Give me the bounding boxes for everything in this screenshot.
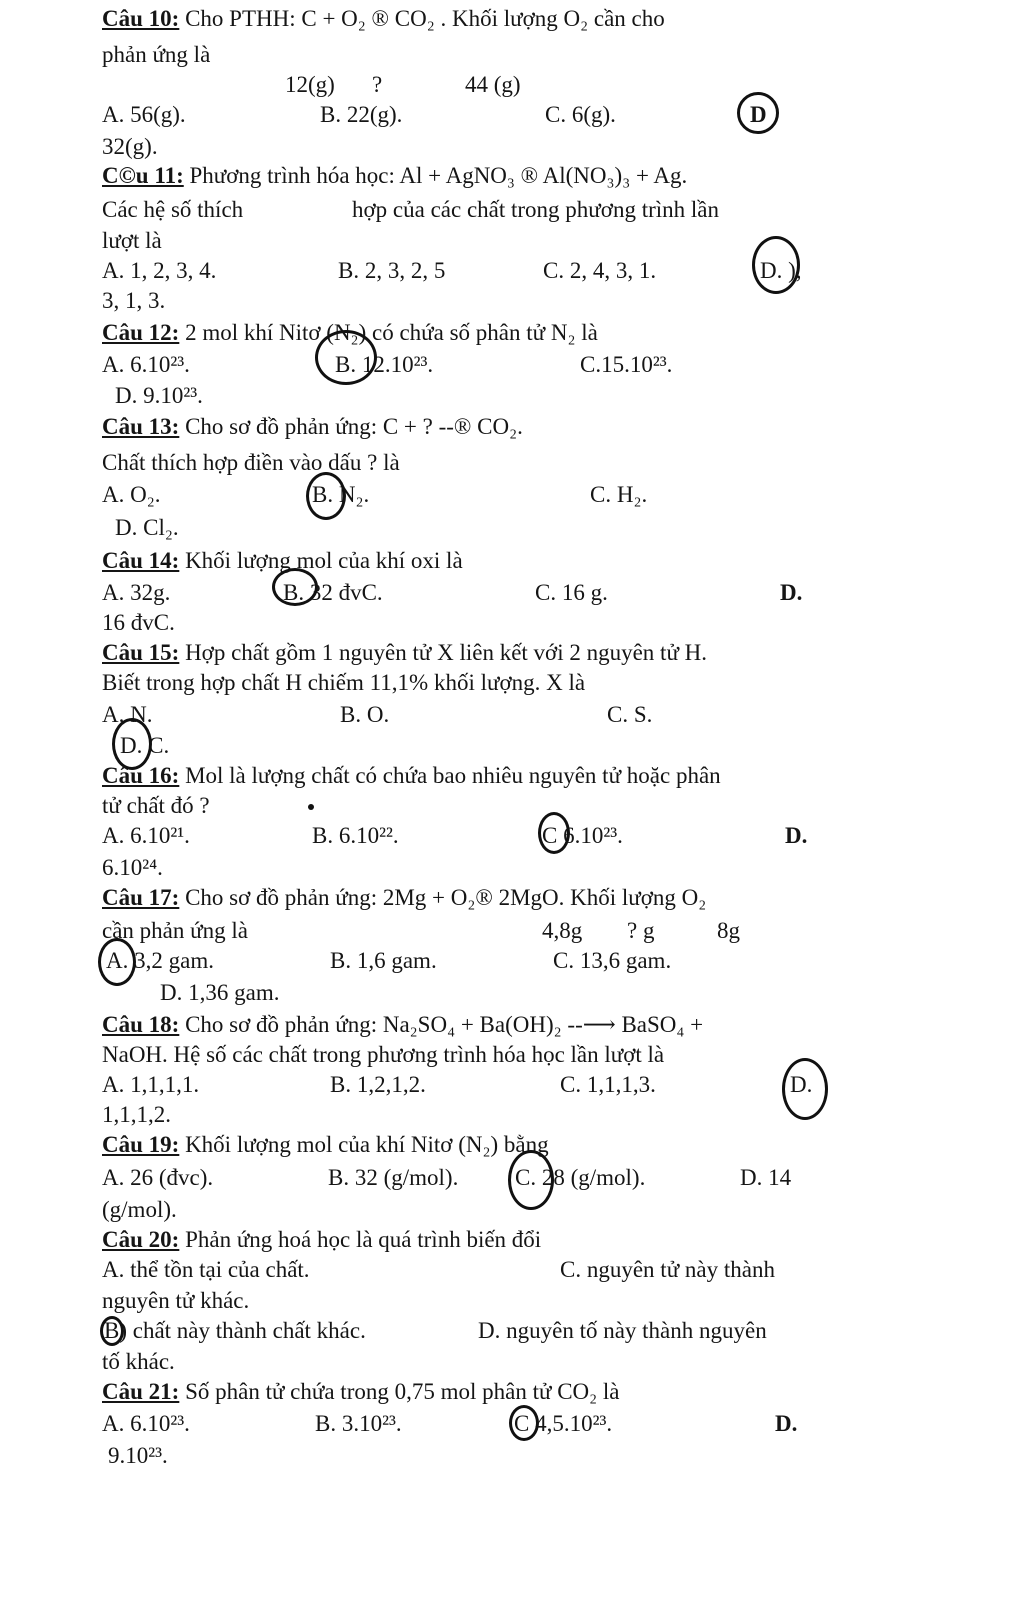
q15-option-d[interactable]: D. C. [120, 733, 170, 758]
q15-option-a[interactable]: A. N. [102, 702, 153, 727]
q18-option-d-cont: 1,1,1,2. [102, 1102, 171, 1127]
answer-circle-q12-b [315, 330, 377, 385]
q10-stem-cont: phản ứng là [102, 42, 211, 67]
q11-stem-cont-c: lượt là [102, 228, 162, 253]
q11-label: C©u 11: [102, 163, 184, 188]
q17-text: Cho sơ đồ phản ứng: 2Mg + O₂® 2MgO. Khối lượng O₂ [185, 885, 707, 910]
q13-text: Cho sơ đồ phản ứng: C + ? --® CO₂. [185, 414, 523, 439]
q10-text: Cho PTHH: C + O₂ ® CO₂ . Khối lượng O₂ cần cho [185, 6, 665, 31]
q21-option-d-cont: 9.10²³. [108, 1443, 168, 1468]
q17-stem-cont: cần phản ứng là [102, 918, 248, 943]
q14-option-c[interactable]: C. 16 g. [535, 580, 608, 605]
q21-option-c[interactable]: C 4,5.10²³. [514, 1411, 613, 1436]
q10-option-d-cont: 32(g). [102, 134, 158, 159]
q21-label: Câu 21: [102, 1379, 180, 1404]
q14-option-d-cont: 16 đvC. [102, 610, 175, 635]
q19-option-a[interactable]: A. 26 (đvc). [102, 1165, 214, 1190]
q19-text: Khối lượng mol của khí Nitơ (N₂) bằng [185, 1132, 549, 1157]
q19-option-d-cont: (g/mol). [102, 1197, 177, 1222]
q21-stem [102, 1379, 620, 1404]
q11-stem [102, 163, 687, 188]
q18-option-b[interactable]: B. 1,2,1,2. [330, 1072, 426, 1097]
q10-option-a[interactable]: A. 56(g). [102, 102, 186, 127]
q13-option-a[interactable]: A. O₂. [102, 482, 161, 507]
q17-option-c[interactable]: C. 13,6 gam. [553, 948, 672, 973]
answer-circle-q20-b [100, 1316, 124, 1346]
q16-option-d[interactable]: D. [785, 823, 808, 848]
answer-circle-q13-b [306, 472, 346, 520]
q18-stem [102, 1012, 703, 1037]
q17-label: Câu 17: [102, 885, 180, 910]
q17-option-b[interactable]: B. 1,6 gam. [330, 948, 437, 973]
q10-mass-c: 12(g) [285, 72, 335, 97]
q20-option-d[interactable]: D. nguyên tố này thành nguyên [478, 1318, 767, 1343]
q13-option-d[interactable]: D. Cl₂. [115, 515, 179, 540]
q12-option-b[interactable]: B. 12.10²³. [335, 352, 434, 377]
q13-option-b[interactable]: B. N₂. [312, 482, 370, 507]
q13-stem-cont: Chất thích hợp điền vào dấu ? là [102, 450, 400, 475]
q11-option-d-cont: 3, 1, 3. [102, 288, 166, 313]
q17-mass-o2: ? g [627, 918, 655, 943]
q20-label: Câu 20: [102, 1227, 180, 1252]
q18-text: Cho sơ đồ phản ứng: Na₂SO₄ + Ba(OH)₂ --⟶ BaSO₄ + [185, 1012, 704, 1037]
q17-option-d[interactable]: D. 1,36 gam. [160, 980, 280, 1005]
q16-label: Câu 16: [102, 763, 180, 788]
q15-label: Câu 15: [102, 640, 180, 665]
q12-option-a[interactable]: A. 6.10²³. [102, 352, 190, 377]
q21-option-a[interactable]: A. 6.10²³. [102, 1411, 190, 1436]
q14-option-a[interactable]: A. 32g. [102, 580, 171, 605]
q10-option-b[interactable]: B. 22(g). [320, 102, 403, 127]
q16-stem-cont: tử chất đó ? [102, 793, 210, 818]
q10-stem [102, 6, 665, 31]
q20-option-c[interactable]: C. nguyên tử này thành [560, 1257, 775, 1282]
answer-circle-q10-d [737, 92, 779, 134]
q20-option-b[interactable]: B) chất này thành chất khác. [104, 1318, 366, 1343]
q20-option-d-cont: tố khác. [102, 1349, 175, 1374]
q13-option-c[interactable]: C. H₂. [590, 482, 648, 507]
q15-option-c[interactable]: C. S. [607, 702, 653, 727]
q21-option-d[interactable]: D. [775, 1411, 798, 1436]
q11-option-b[interactable]: B. 2, 3, 2, 5 [338, 258, 446, 283]
q16-text: Mol là lượng chất có chứa bao nhiêu nguyên tử hoặc phân [185, 763, 721, 788]
q15-stem-cont: Biết trong hợp chất H chiếm 11,1% khối lượng. X là [102, 670, 586, 695]
answer-circle-q17-a [98, 938, 136, 986]
q12-option-c[interactable]: C.15.10²³. [580, 352, 673, 377]
q11-option-d[interactable]: D. ), [760, 258, 802, 283]
answer-circle-q19-c [508, 1150, 554, 1210]
q18-option-c[interactable]: C. 1,1,1,3. [560, 1072, 656, 1097]
q18-stem-cont: NaOH. Hệ số các chất trong phương trình hóa học lần lượt là [102, 1042, 665, 1067]
q14-option-b[interactable]: B. 32 đvC. [283, 580, 383, 605]
q20-text: Phản ứng hoá học là quá trình biến đổi [185, 1227, 542, 1252]
answer-circle-q21-c [509, 1405, 539, 1441]
q19-option-b[interactable]: B. 32 (g/mol). [328, 1165, 459, 1190]
q13-stem [102, 414, 523, 439]
q20-option-c-cont: nguyên tử khác. [102, 1288, 250, 1313]
ink-dot [308, 804, 314, 810]
q20-option-a[interactable]: A. thể tồn tại của chất. [102, 1257, 310, 1282]
q14-option-d[interactable]: D. [780, 580, 803, 605]
answer-circle-q11-d [752, 236, 800, 294]
q17-stem [102, 885, 706, 910]
q11-stem-cont-b: hợp của các chất trong phương trình lần [352, 197, 719, 222]
q20-stem [102, 1227, 541, 1252]
answer-circle-q16-c [538, 812, 570, 854]
q11-option-c[interactable]: C. 2, 4, 3, 1. [543, 258, 657, 283]
q11-stem-cont-a: Các hệ số thích [102, 197, 244, 222]
q10-label: Câu 10: [102, 6, 180, 31]
q10-mass-o2: ? [372, 72, 383, 97]
q18-label: Câu 18: [102, 1012, 180, 1037]
q21-option-b[interactable]: B. 3.10²³. [315, 1411, 402, 1436]
q16-option-c[interactable]: C 6.10²³. [542, 823, 623, 848]
q19-option-d[interactable]: D. 14 [740, 1165, 792, 1190]
q10-mass-co2: 44 (g) [465, 72, 521, 97]
q17-mass-mg: 4,8g [542, 918, 583, 943]
q19-label: Câu 19: [102, 1132, 180, 1157]
q10-option-d[interactable]: D [750, 102, 767, 127]
q18-option-d[interactable]: D. [790, 1072, 813, 1097]
q11-option-a[interactable]: A. 1, 2, 3, 4. [102, 258, 217, 283]
q16-option-b[interactable]: B. 6.10²². [312, 823, 399, 848]
q15-text: Hợp chất gồm 1 nguyên tử X liên kết với 2 nguyên tử H. [185, 640, 708, 665]
q14-text: Khối lượng mol của khí oxi là [185, 548, 463, 573]
q19-option-c[interactable]: C. 28 (g/mol). [515, 1165, 646, 1190]
answer-circle-q18-d [782, 1058, 828, 1120]
q16-stem [102, 763, 721, 788]
q17-mass-mgo: 8g [717, 918, 740, 943]
q21-text: Số phân tử chứa trong 0,75 mol phân tử CO₂ là [185, 1379, 620, 1404]
q12-text: 2 mol khí Nitơ (N₂) có chứa số phân tử N₂ là [185, 320, 598, 345]
q17-option-a[interactable]: A. 3,2 gam. [106, 948, 214, 973]
q15-stem [102, 640, 707, 665]
q14-stem [102, 548, 463, 573]
q16-option-d-cont: 6.10²⁴. [102, 855, 163, 880]
q12-label: Câu 12: [102, 320, 180, 345]
q13-label: Câu 13: [102, 414, 180, 439]
q16-option-a[interactable]: A. 6.10²¹. [102, 823, 190, 848]
q18-option-a[interactable]: A. 1,1,1,1. [102, 1072, 200, 1097]
answer-circle-q14-b [272, 568, 318, 606]
q14-label: Câu 14: [102, 548, 180, 573]
q10-option-c[interactable]: C. 6(g). [545, 102, 616, 127]
q12-option-d[interactable]: D. 9.10²³. [115, 383, 203, 408]
q15-option-b[interactable]: B. O. [340, 702, 390, 727]
q19-stem [102, 1132, 549, 1157]
q11-text: Phương trình hóa học: Al + AgNO₃ ® Al(NO₃)₃ + Ag. [189, 163, 688, 188]
